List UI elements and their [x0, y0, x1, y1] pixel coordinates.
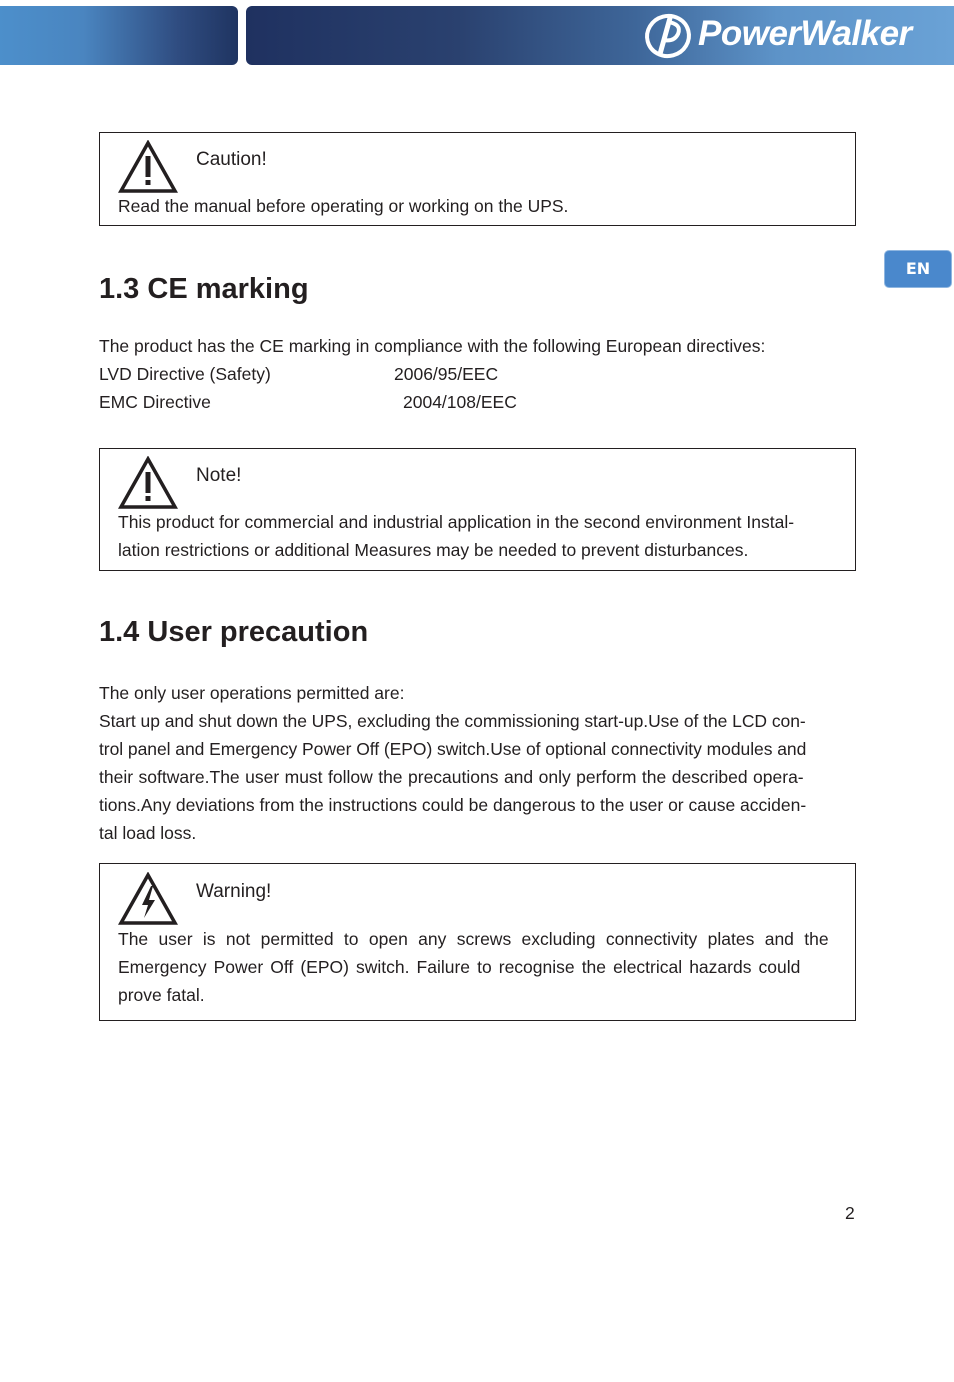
warning-text — [118, 925, 831, 1009]
directive-name-lvd: LVD Directive (Safety) — [99, 364, 271, 384]
paragraph-line: Start up and shut down the UPS, excluding the commissioning start-up.Use of the LCD con- — [99, 711, 806, 731]
brand-name: PowerWalker — [698, 14, 912, 53]
high-voltage-warning-icon — [118, 872, 178, 926]
header-banner-left — [0, 6, 238, 65]
caution-text: Read the manual before operating or working on the UPS. — [118, 196, 569, 216]
warning-box — [99, 863, 856, 1021]
power-logo-icon — [642, 10, 698, 62]
page-number: 2 — [845, 1203, 855, 1223]
paragraph-line: tal load loss. — [99, 823, 197, 843]
directive-code-lvd: 2006/95/EEC — [394, 364, 499, 384]
paragraph-line: trol panel and Emergency Power Off (EPO) switch.Use of optional connectivity modules and — [99, 739, 807, 759]
paragraph-line: tions.Any deviations from the instructions could be dangerous to the user or cause acciden- — [99, 795, 807, 815]
section-heading-user-precaution: 1.4 User precaution — [99, 616, 369, 648]
caution-box — [99, 132, 856, 226]
note-text-line: This product for commercial and industrial application in the second environment Instal- — [118, 512, 795, 532]
warning-text-line: prove fatal. — [118, 985, 205, 1005]
warning-exclamation-icon — [118, 140, 178, 194]
warning-exclamation-icon — [118, 456, 178, 510]
user-precaution-paragraph — [99, 679, 855, 847]
caution-title: Caution! — [196, 149, 267, 170]
brand-logo — [642, 10, 947, 62]
paragraph-line: their software.The user must follow the precautions and only perform the described opera- — [99, 767, 804, 787]
warning-text-line: The user is not permitted to open any screws excluding connectivity plates and the — [118, 929, 829, 949]
section-heading-ce-marking: 1.3 CE marking — [99, 273, 309, 305]
paragraph-line: The only user operations permitted are: — [99, 683, 405, 703]
directive-code-emc: 2004/108/EEC — [403, 392, 517, 412]
note-title: Note! — [196, 465, 242, 486]
warning-title: Warning! — [196, 881, 272, 902]
warning-text-line: Emergency Power Off (EPO) switch. Failure to recognise the electrical hazards could — [118, 957, 801, 977]
directive-name-emc: EMC Directive — [99, 392, 211, 412]
language-tab-en[interactable]: EN — [884, 250, 952, 288]
note-box — [99, 448, 856, 571]
note-text — [118, 508, 833, 564]
ce-intro-text: The product has the CE marking in compliance with the following European directives: — [99, 336, 766, 356]
note-text-line: lation restrictions or additional Measures may be needed to prevent disturbances. — [118, 540, 749, 560]
